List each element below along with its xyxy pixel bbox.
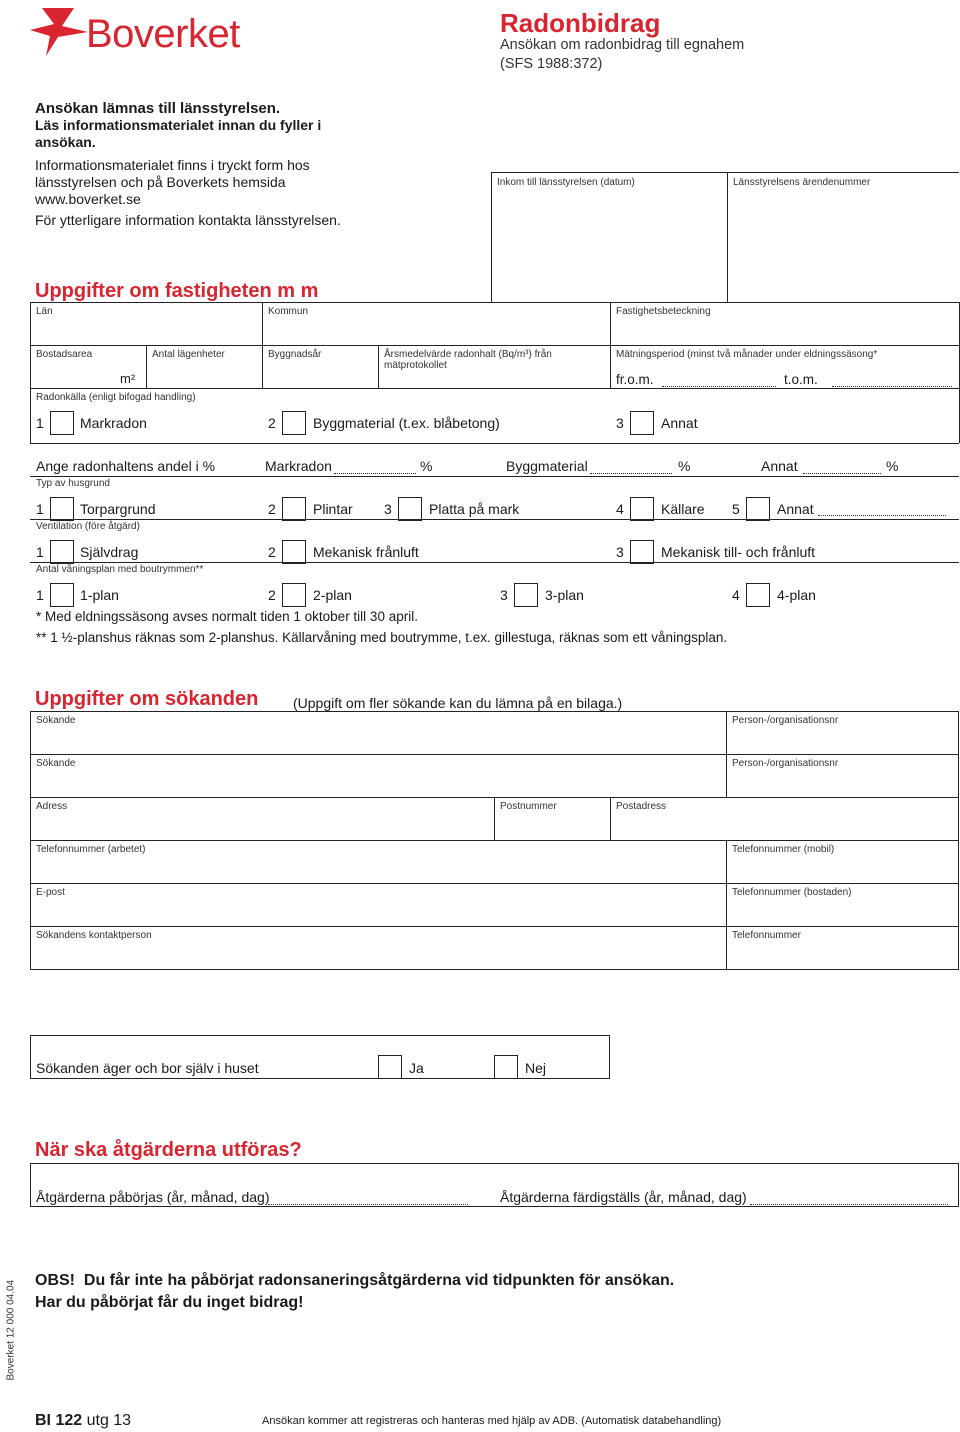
personnr2-field[interactable] [727,771,958,796]
andel-label: Ange radonhaltens andel i % [36,458,216,474]
postnummer-field[interactable] [495,814,609,839]
epost-label: E-post [36,887,65,898]
annat-husgrund-field[interactable] [818,515,946,516]
plan3-checkbox[interactable] [514,583,538,607]
timing-end-field[interactable] [750,1204,948,1205]
arsmedel-label: Årsmedelvärde radonhalt (Bq/m³) från [384,349,552,360]
ownership-no-checkbox[interactable] [494,1055,518,1079]
tel-bostaden-label: Telefonnummer (bostaden) [732,887,852,898]
intro-read: Läs informationsmaterialet innan du fyller i [35,117,322,133]
ownership-question: Sökanden äger och bor själv i huset [36,1060,259,1076]
intro-read-cont: ansökan. [35,134,96,150]
tom-label: t.o.m. [784,372,818,387]
franluft-checkbox[interactable] [282,540,306,564]
radonkalla-label: Radonkälla (enligt bifogad handling) [36,392,196,403]
option-number: 4 [616,501,624,517]
bostadsarea-label: Bostadsarea [36,349,93,360]
annat-husgrund-checkbox[interactable] [746,497,770,521]
ownership-no-label: Nej [525,1060,547,1076]
annat-source-label: Annat [661,415,698,431]
torpargrund-label: Torpargrund [80,501,156,517]
option-number: 1 [36,544,44,560]
byggmaterial-checkbox[interactable] [282,411,306,435]
markradon-checkbox[interactable] [50,411,74,435]
husgrund-label: Typ av husgrund [36,478,110,489]
lagenheter-label: Antal lägenheter [152,349,225,360]
form-number: BI 122 [35,1412,83,1429]
ventilation-label: Ventilation (före åtgärd) [36,521,140,532]
plan3-label: 3-plan [545,587,584,603]
from-field[interactable] [662,386,776,387]
sokande-label: Sökande [36,715,76,726]
postadress-label: Postadress [616,801,667,812]
intro-block [35,100,455,229]
intro-website[interactable]: www.boverket.se [35,191,141,207]
timing-end-label: Åtgärderna färdigställs (år, månad, dag) [500,1189,747,1205]
ownership-yes-label: Ja [409,1060,424,1076]
fastighet-field[interactable] [611,318,958,344]
intro-info-cont: länsstyrelsen och på Boverkets hemsida [35,174,286,190]
option-number: 2 [268,544,276,560]
telefonnummer-label: Telefonnummer [732,930,801,941]
received-date-field[interactable] [492,192,726,300]
tel-bostaden-field[interactable] [727,900,958,925]
adress-label: Adress [36,801,68,812]
intro-heading: Ansökan lämnas till länsstyrelsen. [35,100,281,117]
lan-label: Län [36,306,53,317]
tel-arbetet-field[interactable] [31,857,725,882]
personnr-field[interactable] [727,728,958,753]
byggnadsar-label: Byggnadsår [268,349,322,360]
andel-annat-label: Annat [761,458,798,474]
arsmedel-label-cont: mätprotokollet [384,360,447,371]
franluft-label: Mekanisk frånluft [313,544,419,560]
form-edition: utg 13 [86,1412,132,1429]
option-number: 2 [268,415,276,431]
postnummer-label: Postnummer [500,801,557,812]
percent-sign: % [678,458,691,474]
option-number: 3 [384,501,392,517]
sjalvdrag-label: Självdrag [80,544,139,560]
kommun-label: Kommun [268,306,309,317]
annat-husgrund-label: Annat [777,501,814,517]
tel-mobil-field[interactable] [727,857,958,882]
platta-checkbox[interactable] [398,497,422,521]
tel-mobil-label: Telefonnummer (mobil) [732,844,835,855]
received-date-label: Inkom till länsstyrelsen (datum) [497,177,635,188]
annat-source-checkbox[interactable] [630,411,654,435]
property-heading: Uppgifter om fastigheten m m [35,280,319,302]
andel-markradon-field[interactable] [334,473,416,474]
option-number: 2 [268,501,276,517]
torpargrund-checkbox[interactable] [50,497,74,521]
plintar-checkbox[interactable] [282,497,306,521]
till-franluft-label: Mekanisk till- och frånluft [661,544,816,560]
sokande2-label: Sökande [36,758,76,769]
personnr-label: Person-/organisationsnr [732,715,839,726]
intro-info: Informationsmaterialet finns i tryckt form hos [35,157,310,173]
plan1-checkbox[interactable] [50,583,74,607]
form-statute: (SFS 1988:372) [500,56,603,72]
lan-field[interactable] [31,318,261,344]
kommun-field[interactable] [263,318,609,344]
andel-annat-field[interactable] [803,473,881,474]
plintar-label: Plintar [313,501,353,517]
percent-sign: % [420,458,433,474]
case-number-field[interactable] [728,192,958,300]
applicant-heading-note: (Uppgift om fler sökande kan du lämna på en bilaga.) [293,695,623,711]
telefonnummer-field[interactable] [727,943,958,968]
kontaktperson-field[interactable] [31,943,725,968]
kallare-label: Källare [661,501,705,517]
sokande-field[interactable] [31,728,725,753]
percent-sign: % [886,458,899,474]
tom-field[interactable] [832,386,952,387]
option-number: 3 [616,415,624,431]
andel-byggmaterial-field[interactable] [590,473,672,474]
sokande2-field[interactable] [31,771,725,796]
till-franluft-checkbox[interactable] [630,540,654,564]
option-number: 5 [732,501,740,517]
markradon-label: Markradon [80,415,147,431]
andel-byggmaterial-label: Byggmaterial [506,458,588,474]
footnote-vaningsplan: ** 1 ½-planshus räknas som 2-planshus. Källarvåning med boutrymme, t.ex. gillestuga, räknas som ett våningsplan. [36,630,728,645]
plan1-label: 1-plan [80,587,119,603]
option-number: 3 [616,544,624,560]
matperiod-label: Mätningsperiod (minst två månader under eldningssäsong* [616,349,878,360]
fastighet-label: Fastighetsbeteckning [616,306,711,317]
form-subtitle: Ansökan om radonbidrag till egnahem [500,37,745,53]
case-number-label: Länsstyrelsens ärendenummer [733,177,871,188]
option-number: 1 [36,415,44,431]
logo-mark-icon [28,6,90,58]
personnr2-label: Person-/organisationsnr [732,758,839,769]
obs-warning: OBS! Du får inte ha påbörjat radonsaneringsåtgärderna vid tidpunkten för ansökan. [35,1272,675,1289]
side-print-code: Boverket 12 000 04.04 [5,1279,17,1381]
plan2-label: 2-plan [313,587,352,603]
byggmaterial-label: Byggmaterial (t.ex. blåbetong) [313,415,500,431]
option-number: 3 [500,587,508,603]
boverket-logo [28,6,278,62]
plan2-checkbox[interactable] [282,583,306,607]
obs-warning-cont: Har du påbörjat får du inget bidrag! [35,1294,304,1311]
ownership-yes-checkbox[interactable] [378,1055,402,1079]
plan-label: Antal våningsplan med boutrymmen** [36,564,204,575]
timing-heading: När ska åtgärderna utföras? [35,1139,302,1161]
brand-name: Boverket [86,12,240,56]
applicant-heading: Uppgifter om sökanden [35,688,259,710]
timing-start-label: Åtgärderna påbörjas (år, månad, dag) [36,1189,270,1205]
option-number: 2 [268,587,276,603]
option-number: 1 [36,587,44,603]
footnote-eldningssasong: * Med eldningssäsong avses normalt tiden 1 oktober till 30 april. [36,609,418,624]
option-number: 1 [36,501,44,517]
option-number: 4 [732,587,740,603]
postadress-field[interactable] [611,814,958,839]
form-id [35,1412,131,1430]
timing-start-field[interactable] [268,1204,468,1205]
platta-label: Platta på mark [429,501,520,517]
epost-field[interactable] [31,900,725,925]
from-label: fr.o.m. [616,372,654,387]
footer-note: Ansökan kommer att registreras och hanteras med hjälp av ADB. (Automatisk databehandling) [262,1415,722,1427]
sjalvdrag-checkbox[interactable] [50,540,74,564]
kallare-checkbox[interactable] [630,497,654,521]
m2-unit: m² [120,371,136,386]
plan4-checkbox[interactable] [746,583,770,607]
kontaktperson-label: Sökandens kontaktperson [36,930,152,941]
form-title: Radonbidrag [500,8,661,38]
adress-field[interactable] [31,814,493,839]
plan4-label: 4-plan [777,587,816,603]
tel-arbetet-label: Telefonnummer (arbetet) [36,844,146,855]
andel-markradon-label: Markradon [265,458,332,474]
intro-contact: För ytterligare information kontakta länsstyrelsen. [35,212,341,228]
